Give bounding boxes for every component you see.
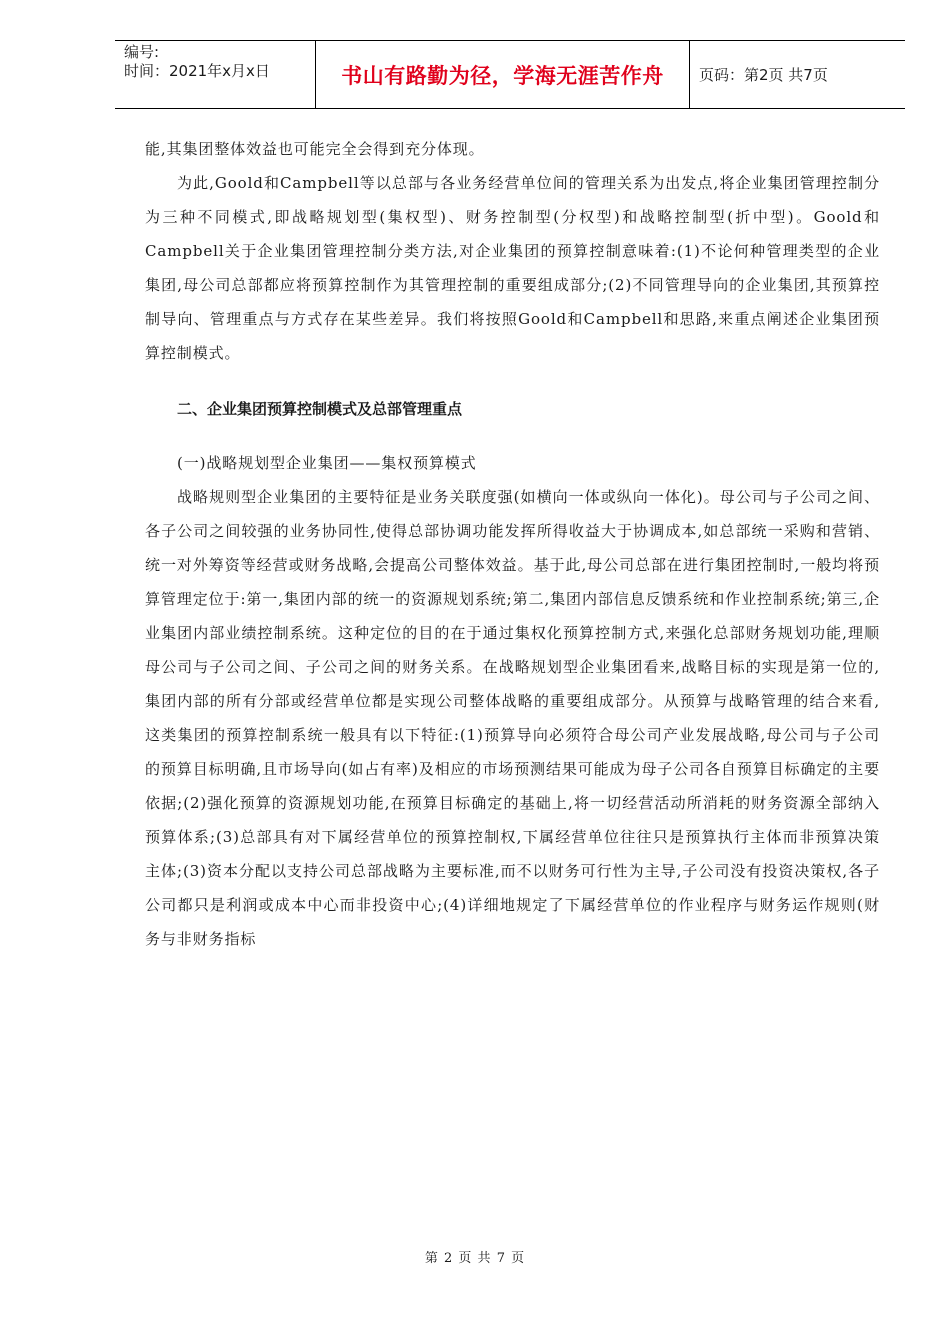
header-motto-cell bbox=[316, 41, 690, 108]
document-number-label: 编号: bbox=[124, 43, 160, 61]
page-header bbox=[115, 40, 905, 109]
paragraph-strategic-planning: 战略规则型企业集团的主要特征是业务关联度强(如横向一体或纵向一体化)。母公司与子公司之间、各子公司之间较强的业务协同性,使得总部协调功能发挥所得收益大于协调成本,如总部统一采购和营销、统一对外筹资等经营或财务战略,会提高公司整体效益。基于此,母公司总部在进行集团控制时,一般均将预算管理定位于:第一,集团内部的统一的资源规划系统;第二,集团内部信息反馈系统和作业控制系统;第三,企业集团内部业绩控制系统。这种定位的目的在于通过集权化预算控制方式,来强化总部财务规划功能,理顺母公司与子公司之间、子公司之间的财务关系。在战略规划型企业集团看来,战略目标的实现是第一位的,集团内部的所有分部或经营单位都是实现公司整体战略的重要组成部分。从预算与战略管理的结合来看,这类集团的预算控制系统一般具有以下特征:(1)预算导向必须符合母公司产业发展战略,母公司与子公司的预算目标明确,且市场导向(如占有率)及相应的市场预测结果可能成为母子公司各自预算目标确定的主要依据;(2)强化预算的资源规划功能,在预算目标确定的基础上,将一切经营活动所消耗的财务资源全部纳入预算体系;(3)总部具有对下属经营单位的预算控制权,下属经营单位往往只是预算执行主体而非预算决策主体;(3)资本分配以支持公司总部战略为主要标准,而不以财务可行性为主导,子公司没有投资决策权,各子公司都只是利润或成本中心而非投资中心;(4)详细地规定了下属经营单位的作业程序与财务运作规则(财务与非财务指标 bbox=[145, 488, 880, 948]
document-time-label: 时间：2021年x月x日 bbox=[124, 62, 270, 80]
header-page-info: 页码：第2页 共7页 bbox=[699, 66, 828, 84]
section-heading: 二、企业集团预算控制模式及总部管理重点 bbox=[177, 400, 463, 418]
paragraph-continuation: 能,其集团整体效益也可能完全会得到充分体现。 bbox=[145, 140, 485, 158]
subsection-heading: (一)战略规划型企业集团——集权预算模式 bbox=[177, 454, 477, 472]
document-body bbox=[145, 132, 880, 956]
header-page-info-cell bbox=[690, 41, 905, 108]
header-motto: 书山有路勤为径，学海无涯苦作舟 bbox=[341, 63, 664, 88]
header-meta bbox=[115, 41, 316, 108]
page-footer: 第 2 页 共 7 页 bbox=[424, 1251, 526, 1266]
paragraph-goold-campbell: 为此,Goold和Campbell等以总部与各业务经营单位间的管理关系为出发点,将企业集团管理控制分为三种不同模式,即战略规划型(集权型)、财务控制型(分权型)和战略控制型(折中型)。Goold和Campbell关于企业集团管理控制分类方法,对企业集团的预算控制意味着:(1)不论何种管理类型的企业集团,母公司总部都应将预算控制作为其管理控制的重要组成部分;(2)不同管理导向的企业集团,其预算控制导向、管理重点与方式存在某些差异。我们将按照Goold和Campbell和思路,来重点阐述企业集团预算控制模式。 bbox=[145, 174, 880, 362]
